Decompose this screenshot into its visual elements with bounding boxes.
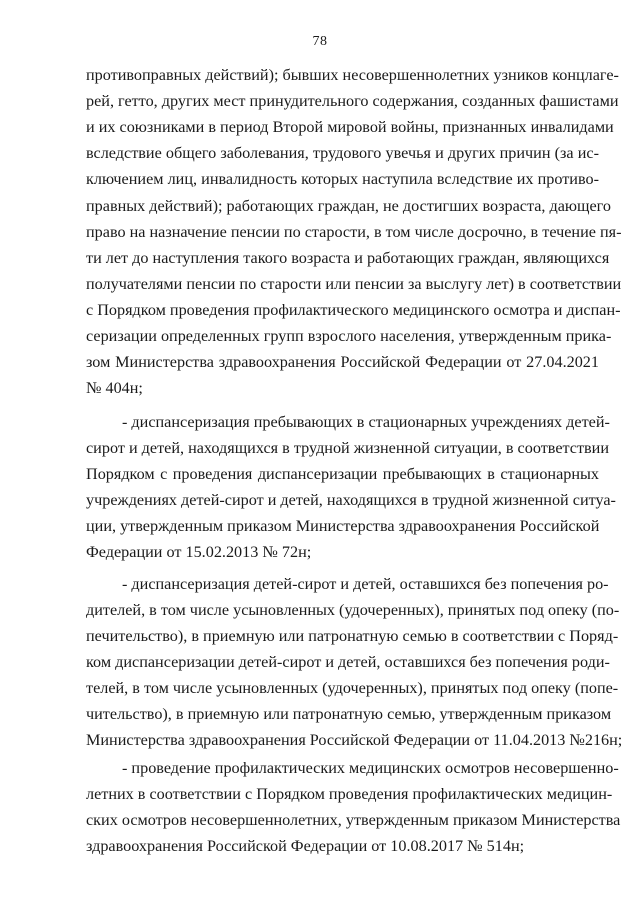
paragraph-first-line: - диспансеризация детей-сирот и детей, оставшихся без попечения ро- <box>122 575 609 593</box>
paragraph-first-line: - диспансеризация пребывающих в стационарных учреждениях детей- <box>122 413 610 431</box>
text-line: телей, в том числе усыновленных (удочеренных), принятых под опеку (попе- <box>86 679 619 697</box>
text-line: летних в соответствии с Порядком проведения профилактических медицин- <box>86 785 613 803</box>
text-line: ком диспансеризации детей-сирот и детей, оставшихся без попечения роди- <box>86 653 610 671</box>
text-line: ции, утвержденным приказом Министерства здравоохранения Российской <box>86 517 600 535</box>
text-line: Министерства здравоохранения Российской Федерации от 11.04.2013 №216н; <box>86 731 623 749</box>
text-line: рей, гетто, других мест принудительного содержания, созданных фашистами <box>86 92 619 110</box>
text-line: зом Министерства здравоохранения Российской Федерации от 27.04.2021 <box>86 353 599 371</box>
paragraph-first-line: - проведение профилактических медицинских осмотров несовершенно- <box>122 759 619 777</box>
text-line: Порядком с проведения диспансеризации пребывающих в стационарных <box>86 465 599 483</box>
text-line: ти лет до наступления такого возраста и работающих граждан, являющихся <box>86 249 610 267</box>
text-line: дителей, в том числе усыновленных (удочеренных), принятых под опеку (по- <box>86 601 620 619</box>
text-line: чительство), в приемную или патронатную семью, утвержденным приказом <box>86 705 612 723</box>
text-line: сирот и детей, находящихся в трудной жизненной ситуации, в соответствии <box>86 439 610 457</box>
text-line: печительство), в приемную или патронатную семью в соответствии с Поряд- <box>86 627 619 645</box>
text-line: правных действий); работающих граждан, не достигших возраста, дающего <box>86 197 611 215</box>
text-line: с Порядком проведения профилактического медицинского осмотра и диспан- <box>86 301 621 319</box>
text-line: Федерации от 15.02.2013 № 72н; <box>86 543 312 561</box>
text-line: ских осмотров несовершеннолетних, утвержденным приказом Министерства <box>86 811 621 829</box>
text-line: № 404н; <box>86 379 143 397</box>
text-line: серизации определенных групп взрослого населения, утвержденным прика- <box>86 327 612 345</box>
text-line: здравоохранения Российской Федерации от 10.08.2017 № 514н; <box>86 837 525 855</box>
text-line: вследствие общего заболевания, трудового увечья и других причин (за ис- <box>86 144 599 162</box>
text-line: получателями пенсии по старости или пенсии за выслугу лет) в соответствии <box>86 275 622 293</box>
text-line: и их союзниками в период Второй мировой войны, признанных инвалидами <box>86 118 614 136</box>
text-line: учреждениях детей-сирот и детей, находящихся в трудной жизненной ситуа- <box>86 491 616 509</box>
text-line: противоправных действий); бывших несовершеннолетних узников концлаге- <box>86 66 619 84</box>
text-line: ключением лиц, инвалидность которых наступила вследствие их противо- <box>86 170 599 188</box>
text-line: право на назначение пенсии по старости, в том числе досрочно, в течение пя- <box>86 223 622 241</box>
page-number: 78 <box>312 34 328 49</box>
